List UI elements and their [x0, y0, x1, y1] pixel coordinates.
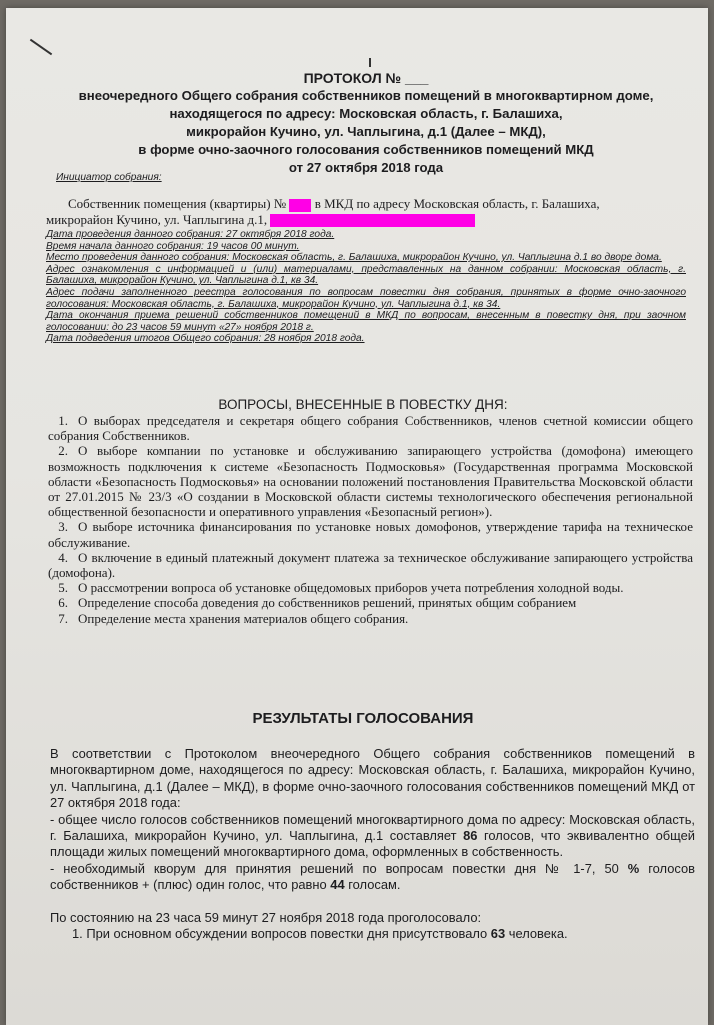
- redaction-mark: [270, 214, 475, 227]
- agenda-item: [48, 595, 693, 610]
- pen-tick: [369, 58, 371, 67]
- document-page: [6, 8, 708, 1025]
- initiator-text: [46, 196, 686, 227]
- redaction-mark: [289, 199, 311, 212]
- agenda-text: О выборах председателя и секретаря общего собрания Собственников, членов счетной комиссии общего собрания Собственников.: [48, 413, 693, 444]
- meeting-info: [46, 229, 686, 345]
- agenda-num: 5.: [58, 580, 68, 596]
- agenda-text: О включение в единый платежный документ платежа за техническое обслуживание запирающего устройства (домофона).: [48, 549, 693, 581]
- pen-mark: [30, 39, 52, 56]
- results-body: [50, 746, 695, 942]
- quorum-text: - необходимый кворум для принятия решений по вопросам повестки дня № 1-7, 50: [50, 860, 619, 876]
- votes-text: голосов, что эквивалентно общей площади жилых помещений многоквартирного дома, оформленных в собственность.: [50, 828, 695, 860]
- votes-total-line: [50, 812, 695, 861]
- status-line: По состоянию на 23 часа 59 минут 27 ноября 2018 года проголосовало:: [50, 909, 482, 925]
- header-line-2: находящегося по адресу: Московская область, г. Балашиха,: [169, 106, 563, 121]
- attendance-line: [50, 926, 695, 942]
- summary-date: Дата подведения итогов Общего собрания: 28 ноября 2018 года.: [46, 333, 365, 345]
- header-line-1: внеочередного Общего собрания собственников помещений в многоквартирном доме,: [78, 88, 654, 103]
- agenda-num: 3.: [58, 519, 68, 535]
- agenda-item: [48, 413, 693, 443]
- meeting-start-time: Время начала данного собрания: 19 часов 00 минут.: [46, 240, 300, 252]
- meeting-date: Дата проведения данного собрания: 27 октября 2018 года.: [46, 229, 335, 240]
- votes-text: - общее число голосов собственников помещений многоквартирного дома по адресу: Московская область, г. Балашиха, микрорайон Кучино, ул. Чаплыгина, д.1 составляет: [50, 811, 695, 844]
- agenda-text: Определение места хранения материалов общего собрания.: [78, 610, 409, 626]
- agenda-item: [48, 580, 693, 595]
- results-intro: В соответствии с Протоколом внеочередного Общего собрания собственников помещений в многоквартирном доме, находящегося по адресу: Московская область, г. Балашиха, микрорайон Кучино, ул. Чаплыгина, д.1 (Далее – МКД), в форме очно-заочного голосования собственников помещений МКД от 27 октября 2018 года:: [50, 746, 695, 811]
- header-line-3: микрорайон Кучино, ул. Чаплыгина, д.1 (Далее – МКД),: [186, 124, 546, 139]
- agenda-num: 7.: [58, 610, 68, 626]
- initiator-text-b: в МКД по адресу Московская область, г. Балашиха,: [314, 196, 600, 211]
- quorum-text: голосам.: [348, 877, 401, 893]
- document-title: ПРОТОКОЛ № ___: [303, 70, 429, 86]
- agenda-num: 2.: [58, 443, 68, 459]
- quorum-line: [50, 861, 695, 894]
- agenda-text: О рассмотрении вопроса об установке общедомовых приборов учета потребления холодной воды.: [78, 580, 624, 596]
- agenda-list: [48, 413, 693, 626]
- quorum-text: голосов собственников + (плюс) один голос, что равно: [50, 860, 695, 893]
- meeting-place: Место проведения данного собрания: Московская область, г. Балашиха, микрорайон Кучино, ул. Чаплыгина д.1 во дворе дома.: [46, 252, 662, 264]
- header-line-5: от 27 октября 2018 года: [288, 160, 444, 175]
- votes-total-value: 86: [463, 828, 478, 844]
- deadline: Дата окончания приема решений собственников помещений в МКД по вопросам, внесенным в повестку дня, при заочном голосовании: до 23 часов 59 минут «27» ноября 2018 г.: [46, 310, 686, 333]
- ballot-address: Адрес подачи заполненного реестра голосования по вопросам повестки дня собрания, принятых в форме очно-заочного голосования: Московская область, г. Балашиха, микрорайон Кучино, ул. Чаплыгина д.1, кв 34.: [46, 286, 686, 310]
- materials-address: Адрес ознакомления с информацией и (или) материалами, представленных на данном собрании: Московская область, г. Балашиха, микрорайон Кучино, ул. Чаплыгина д.1, кв 34.: [46, 263, 686, 287]
- agenda-text: Определение способа доведения до собственников решений, принятых общим собранием: [78, 595, 577, 611]
- agenda-num: 6.: [58, 595, 68, 611]
- agenda-num: 4.: [58, 549, 68, 565]
- agenda-item: [48, 550, 693, 580]
- agenda-item: [48, 519, 693, 549]
- agenda-item: [48, 443, 693, 519]
- attendance-text: человека.: [508, 926, 568, 942]
- attendance-value: 63: [490, 926, 506, 942]
- initiator-label: Инициатор собрания:: [56, 172, 162, 183]
- header-line-4: в форме очно-заочного голосования собственников помещений МКД: [138, 142, 594, 157]
- agenda-text: О выборе компании по установке и обслуживанию запирающего устройства (домофона) имеющего возможность подключения к системе «Безопасность Подмосковья» (Государственная программа Московской области «Безопасность Подмосковья» на основании положений постановления Правительства Московской области от 27.01.2015 № 23/3 «О создании в Московской области системы технологического обеспечения региональной общественной безопасности и оперативного управления «Безопасный регион»).: [48, 443, 693, 520]
- quorum-percent: %: [627, 860, 640, 876]
- agenda-num: 1.: [58, 413, 68, 428]
- agenda-text: О выборе источника финансирования по установке новых домофонов, утверждение тарифа на техническое обслуживание.: [48, 519, 693, 550]
- initiator-text-a: Собственник помещения (квартиры) №: [68, 196, 287, 211]
- quorum-value: 44: [330, 877, 345, 893]
- agenda-title: ВОПРОСЫ, ВНЕСЕННЫЕ В ПОВЕСТКУ ДНЯ:: [218, 397, 508, 412]
- attendance-text: 1. При основном обсуждении вопросов повестки дня присутствовало: [72, 926, 488, 942]
- results-title: РЕЗУЛЬТАТЫ ГОЛОСОВАНИЯ: [252, 710, 474, 727]
- initiator-text-c: микрорайон Кучино, ул. Чаплыгина д.1,: [46, 211, 268, 227]
- agenda-item: [48, 611, 693, 626]
